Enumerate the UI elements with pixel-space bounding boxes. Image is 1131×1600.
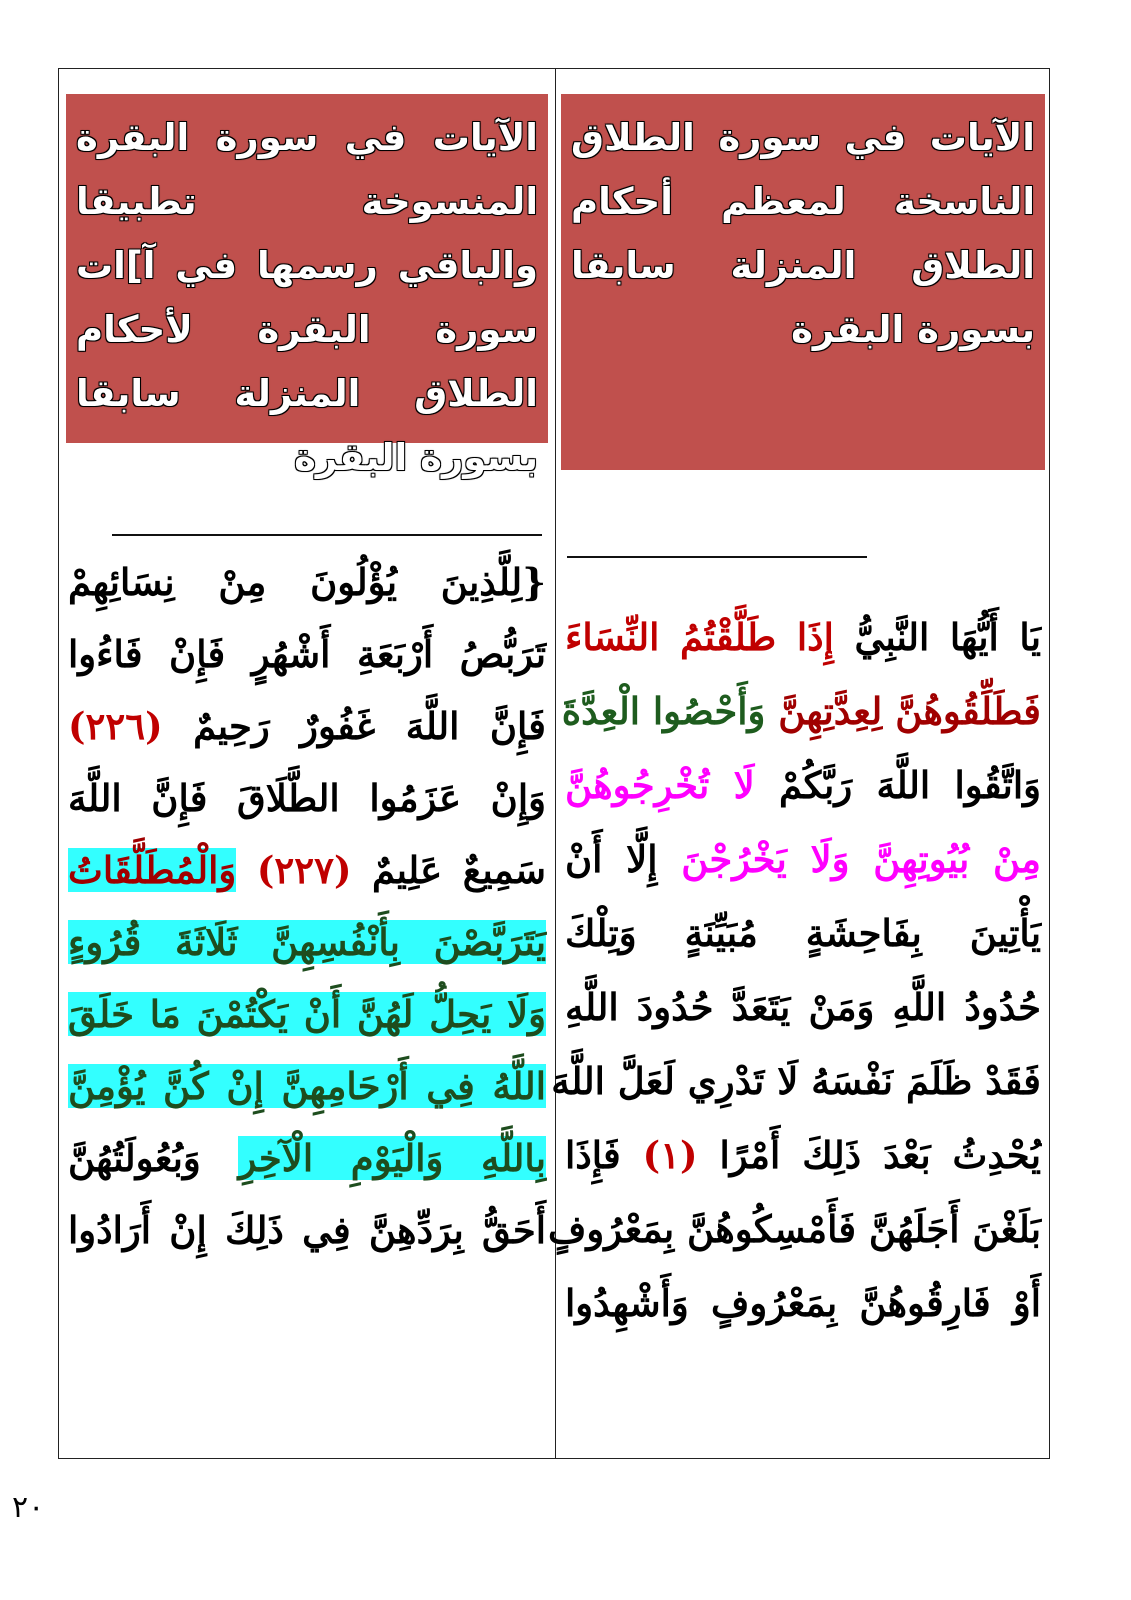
left-verse-line (68, 978, 546, 1050)
left-verse-line (68, 690, 546, 762)
left-verses (68, 546, 546, 1266)
right-verse-segment: فَطَلِّقُوهُنَّ لِعِدَّتِهِنَّ (765, 689, 1041, 733)
left-verse-line (68, 1050, 546, 1122)
right-verse-segment: بَلَغْنَ أَجَلَهُنَّ فَأَمْسِكُوهُنَّ بِمَعْرُوفٍ (547, 1207, 1041, 1251)
right-verse-segment: يَأْتِينَ بِفَاحِشَةٍ مُبَيِّنَةٍ وَتِلْكَ (565, 911, 1041, 955)
left-verse-segment: بِاللَّهِ وَالْيَوْمِ الْآخِرِ (238, 1136, 546, 1180)
left-verse-line (68, 1122, 546, 1194)
left-rule (112, 534, 542, 536)
left-column (60, 68, 554, 1459)
page-number: ٢٠ (12, 1490, 45, 1525)
right-verse-segment: لَا تُخْرِجُوهُنَّ (565, 763, 755, 807)
right-verses (547, 600, 1041, 1340)
right-header: الآيات في سورة الطلاق الناسخة لمعظم أحكام الطلاق المنزلة سابقا بسورة البقرة (561, 94, 1045, 470)
right-verse-line (565, 896, 1041, 970)
left-verse-segment: فَإِنَّ اللَّهَ غَفُورٌ رَحِيمٌ (162, 704, 546, 748)
left-verse-line (68, 762, 546, 834)
right-verse-line (565, 600, 1041, 674)
right-rule (567, 556, 867, 558)
left-verse-segment: أَحَقُّ بِرَدِّهِنَّ فِي ذَلِكَ إِنْ أَرَادُوا (68, 1208, 546, 1252)
left-header: الآيات في سورة البقرة المنسوخة تطبيقا والباقي رسمها في آ]ات سورة البقرة لأحكام الطلاق المنزلة سابقا بسورة البقرة (66, 94, 548, 443)
right-verse-line (561, 674, 1041, 748)
left-verse-segment: تَرَبُّصُ أَرْبَعَةِ أَشْهُرٍ فَإِنْ فَاءُوا (68, 632, 546, 676)
right-verse-segment: إِذَا طَلَّقْتُمُ النِّسَاءَ (565, 615, 834, 659)
right-verse-line (547, 1192, 1041, 1266)
left-verse-segment: سَمِيعٌ عَلِيمٌ (351, 848, 546, 892)
left-verse-segment: اللَّهُ فِي أَرْحَامِهِنَّ إِنْ كُنَّ يُؤْمِنَّ (68, 1064, 546, 1108)
left-verse-line (68, 834, 546, 906)
left-verse-line (68, 906, 546, 978)
right-verse-line (565, 1266, 1041, 1340)
left-verse-segment: وَلَا يَحِلُّ لَهُنَّ أَنْ يَكْتُمْنَ مَا خَلَقَ (68, 992, 546, 1036)
left-verse-segment (236, 848, 257, 892)
left-verse-segment: (٢٢٧) (256, 848, 352, 892)
right-verse-segment: يُحْدِثُ بَعْدَ ذَلِكَ أَمْرًا (697, 1133, 1041, 1177)
left-verse-segment: وَبُعُولَتُهُنَّ (68, 1136, 239, 1180)
left-verse-segment: وَالْمُطَلَّقَاتُ (68, 848, 237, 892)
right-verse-line (565, 1118, 1041, 1192)
left-verse-segment: {لِلَّذِينَ يُؤْلُونَ مِنْ نِسَائِهِمْ (68, 560, 546, 604)
left-verse-segment: يَتَرَبَّصْنَ بِأَنْفُسِهِنَّ ثَلَاثَةَ قُرُوءٍ (68, 920, 546, 964)
right-verse-segment: إِلَّا أَنْ (565, 837, 658, 881)
right-verse-segment: مِنْ بُيُوتِهِنَّ وَلَا يَخْرُجْنَ (657, 837, 1041, 881)
right-verse-line (551, 1044, 1041, 1118)
left-verse-segment: (٢٢٦) (68, 704, 163, 748)
right-verse-segment: يَا أَيُّهَا النَّبِيُّ (833, 615, 1041, 659)
right-verse-line (565, 822, 1041, 896)
right-verse-line (565, 970, 1041, 1044)
left-verse-line (68, 1194, 546, 1266)
right-verse-segment: وَاتَّقُوا اللَّهَ رَبَّكُمْ (754, 763, 1041, 807)
right-verse-segment: فَقَدْ ظَلَمَ نَفْسَهُ لَا تَدْرِي لَعَلَّ اللَّهَ (551, 1059, 1041, 1103)
right-verse-segment: (١) (642, 1133, 698, 1177)
left-verse-segment: وَإِنْ عَزَمُوا الطَّلَاقَ فَإِنَّ اللَّهَ (68, 776, 546, 820)
right-verse-segment: وَأَحْصُوا الْعِدَّةَ (561, 689, 766, 733)
left-verse-line (68, 546, 546, 618)
right-verse-segment: فَإِذَا (565, 1133, 643, 1177)
right-column (547, 68, 1050, 1459)
right-verse-line (565, 748, 1041, 822)
right-verse-segment: حُدُودُ اللَّهِ وَمَنْ يَتَعَدَّ حُدُودَ اللَّهِ (565, 985, 1041, 1029)
left-verse-line (68, 618, 546, 690)
right-verse-segment: أَوْ فَارِقُوهُنَّ بِمَعْرُوفٍ وَأَشْهِدُوا (565, 1281, 1041, 1325)
